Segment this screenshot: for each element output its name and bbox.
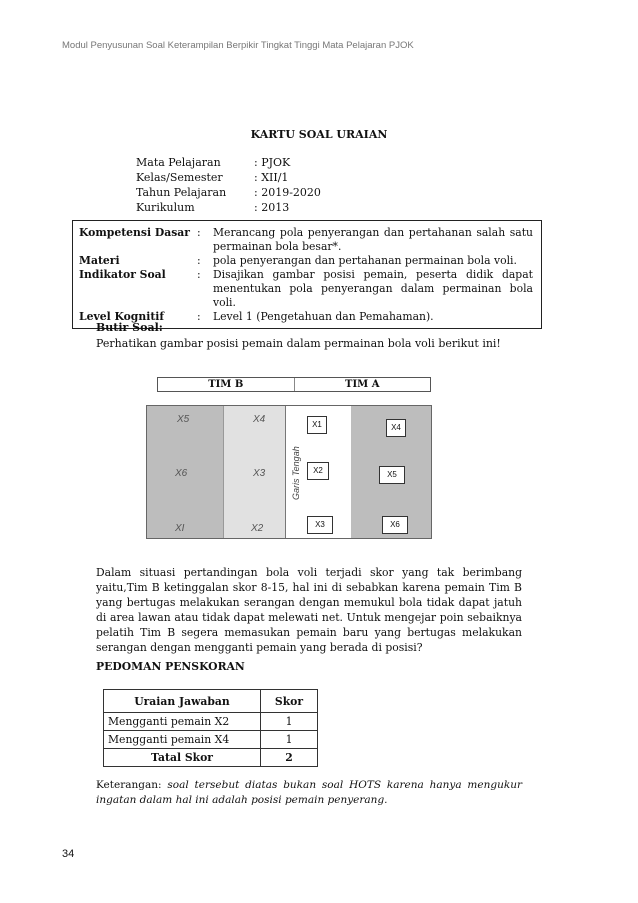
team-a-player: X2	[307, 462, 329, 480]
total-value: 2	[261, 749, 318, 767]
butir-soal-label: Butir Soal:	[96, 321, 163, 334]
header-score: Skor	[261, 690, 318, 713]
pedoman-title: PEDOMAN PENSKORAN	[96, 660, 245, 673]
competency-colon: :	[197, 226, 201, 239]
total-label: Tatal Skor	[104, 749, 261, 767]
meta-key: Kurikulum	[136, 201, 195, 214]
table-row	[104, 713, 318, 731]
competency-colon: :	[197, 310, 201, 323]
meta-key: Mata Pelajaran	[136, 156, 221, 169]
header-answer: Uraian Jawaban	[104, 690, 261, 713]
page-number: 34	[62, 848, 75, 860]
meta-row	[136, 170, 321, 185]
competency-colon: :	[197, 254, 201, 267]
keterangan-text: soal tersebut diatas bukan soal HOTS karena hanya mengukur ingatan dalam hal ini adalah posisi pemain penyerang.	[96, 779, 522, 806]
court-team-header	[157, 377, 431, 392]
team-b-position-label: X5	[177, 414, 190, 425]
score-cell: 1	[261, 713, 318, 731]
butir-soal-intro: Perhatikan gambar posisi pemain dalam permainan bola voli berikut ini!	[96, 337, 501, 350]
team-a-player: X6	[382, 516, 408, 534]
competency-row	[79, 254, 533, 268]
answer-cell: Mengganti pemain X4	[104, 731, 261, 749]
competency-key: Materi	[79, 254, 120, 267]
meta-row	[136, 200, 321, 215]
team-b-label: TIM B	[158, 378, 295, 391]
team-a-player: X1	[307, 416, 327, 434]
meta-key: Tahun Pelajaran	[136, 186, 227, 199]
team-a-player: X3	[307, 516, 333, 534]
table-row-total	[104, 749, 318, 767]
team-a-label: TIM A	[345, 379, 380, 390]
team-a-player: X4	[386, 419, 406, 437]
net-label: Garis Tengah	[291, 446, 301, 500]
meta-value: : PJOK	[254, 156, 291, 169]
meta-value: : 2019-2020	[254, 186, 321, 199]
table-row	[104, 731, 318, 749]
volleyball-court	[146, 405, 432, 539]
keterangan-label: Keterangan:	[96, 779, 162, 791]
score-table-header	[104, 690, 318, 713]
score-cell: 1	[261, 731, 318, 749]
meta-value: : 2013	[254, 201, 290, 214]
meta-key: Kelas/Semester	[136, 171, 223, 184]
competency-key: Indikator Soal	[79, 268, 166, 281]
meta-row	[136, 155, 321, 170]
competency-key: Level Kognitif	[79, 310, 165, 323]
team-b-position-label: X2	[251, 523, 264, 534]
keterangan	[96, 778, 522, 808]
competency-key: Kompetensi Dasar	[79, 226, 190, 239]
page-header: Modul Penyusunan Soal Keterampilan Berpikir Tingkat Tinggi Mata Pelajaran PJOK	[62, 40, 414, 51]
competency-colon: :	[197, 268, 201, 281]
competency-value: Disajikan gambar posisi pemain, peserta didik dapat menentukan pola penyerangan dalam permainan bola voli.	[213, 268, 533, 309]
competency-value: Level 1 (Pengetahuan dan Pemahaman).	[213, 310, 434, 323]
meta-block	[136, 155, 321, 215]
meta-value: : XII/1	[254, 171, 289, 184]
team-b-position-label: X6	[175, 468, 188, 479]
team-b-position-label: X4	[253, 414, 266, 425]
team-b-position-label: X3	[253, 468, 266, 479]
card-title: KARTU SOAL URAIAN	[250, 128, 388, 141]
meta-row	[136, 185, 321, 200]
question-text: Dalam situasi pertandingan bola voli terjadi skor yang tak berimbang yaitu,Tim B ketinggalan skor 8-15, hal ini di sebabkan karena pemain Tim B yang bertugas melakukan serangan dengan memukul bola tidak dapat jatuh di area lawan atau tidak dapat melewati net. Untuk mengejar poin sebaiknya pelatih Tim B segera memasukan pemain baru yang bertugas melakukan serangan dengan mengganti pemain yang berada di posisi?	[96, 566, 522, 654]
competency-value: Merancang pola penyerangan dan pertahanan salah satu permainan bola besar*.	[213, 226, 533, 253]
team-a-player: X5	[379, 466, 405, 484]
team-b-position-label: XI	[175, 523, 185, 534]
answer-cell: Mengganti pemain X2	[104, 713, 261, 731]
competency-row	[79, 226, 533, 254]
competency-value: pola penyerangan dan pertahanan permainan bola voli.	[213, 254, 517, 267]
competency-table	[72, 220, 542, 329]
score-table	[103, 689, 318, 767]
competency-row	[79, 268, 533, 310]
